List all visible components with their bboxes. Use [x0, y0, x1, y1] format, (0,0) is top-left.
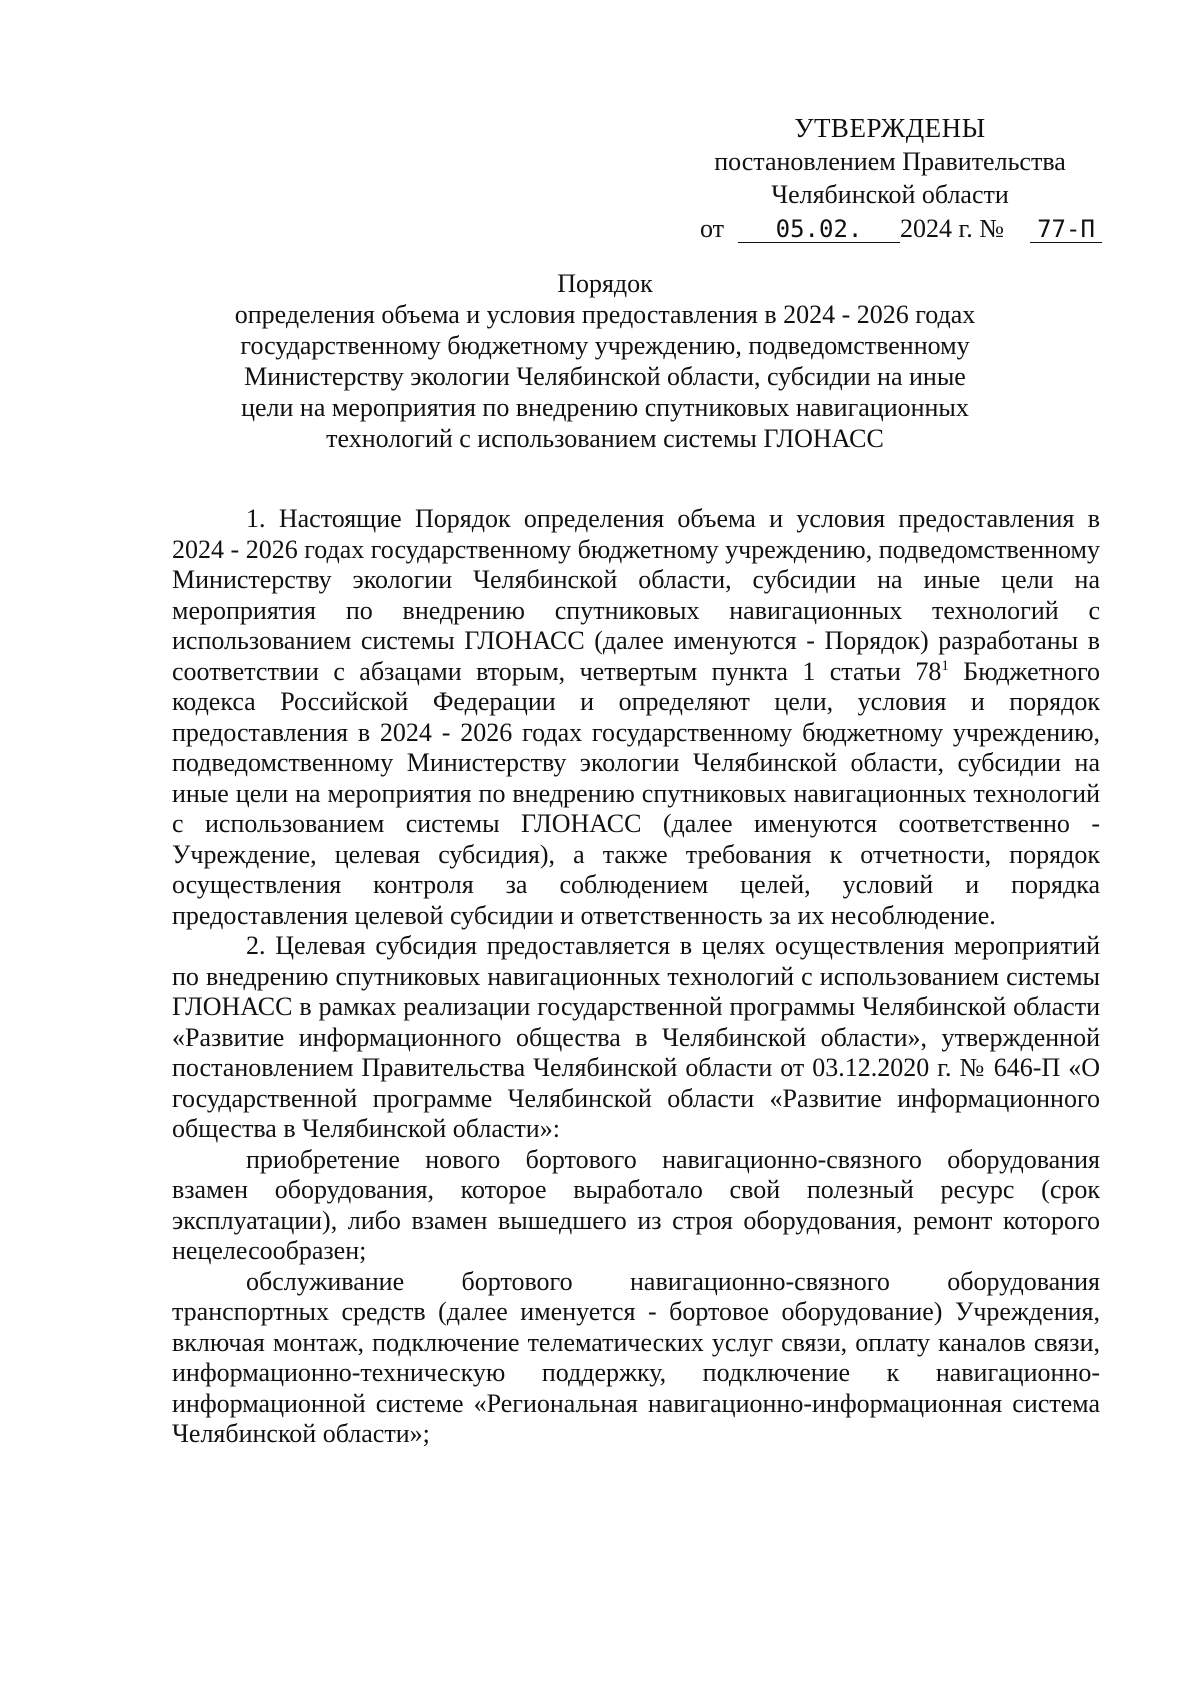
paragraph-2: 2. Целевая субсидия предоставляется в целях осуществления мероприятий по внедрению спутниковых навигационных технологий с использованием системы ГЛОНАСС в рамках реализации государственной программы Челябинской области «Развитие информационного общества в Челябинской области», утвержденной постановлением Правительства Челябинской области от 03.12.2020 г. № 646-П «О государственной программе Челябинской области «Развитие информационного общества в Челябинской области»: [172, 931, 1100, 1143]
title-line-1: Порядок [557, 269, 653, 298]
title-line-3: государственному бюджетному учреждению, подведомственному [240, 331, 970, 360]
paragraph-3: приобретение нового бортового навигационно-связного оборудования взамен оборудования, которое выработало свой полезный ресурс (срок эксплуатации), либо взамен вышедшего из строя оборудования, ремонт которого нецелесообразен; [172, 1144, 1100, 1265]
approval-line-1: постановлением Правительства [714, 147, 1066, 176]
date-field: 05.02. [738, 212, 900, 243]
approval-date-line [700, 212, 1100, 246]
paragraph-4: обслуживание бортового навигационно-связного оборудования транспортных средств (далее именуется - бортовое оборудование) Учреждения, включая монтаж, подключение телематических услуг связи, оплату каналов связи, информационно-техническую поддержку, подключение к навигационно-информационной системе «Региональная навигационно-информационная система Челябинской области»; [172, 1266, 1100, 1448]
approval-heading: УТВЕРЖДЕНЫ [794, 113, 986, 143]
approval-stamp [680, 112, 1100, 211]
number-field: 77-П [1030, 212, 1102, 243]
document-title [170, 268, 1040, 454]
title-line-6: технологий с использованием системы ГЛОНАСС [326, 424, 884, 453]
document-body [172, 504, 1100, 1450]
paragraph-1-text-b: Бюджетного кодекса Российской Федерации и определяют цели, условия и порядок предоставления в 2024 - 2026 годах государственному бюджетному учреждению, подведомственному Министерству экологии Челябинской области, субсидии на иные цели на мероприятия по внедрению спутниковых навигационных технологий с использованием системы ГЛОНАСС (далее именуются соответственно - Учреждение, целевая субсидия), а также требования к отчетности, порядок осуществления контроля за соблюдением целей, условий и порядка предоставления целевой субсидии и ответственность за их несоблюдение. [172, 656, 1101, 930]
paragraph-1-superscript: 1 [941, 657, 949, 674]
title-line-2: определения объема и условия предоставления в 2024 - 2026 годах [234, 300, 976, 329]
year-number-label: 2024 г. № [900, 214, 1005, 243]
title-line-5: цели на мероприятия по внедрению спутниковых навигационных [241, 393, 969, 422]
paragraph-1 [172, 504, 1100, 931]
date-prefix: от [700, 214, 725, 243]
paragraph-1-text-a: 1. Настоящие Порядок определения объема и условия предоставления в 2024 - 2026 годах государственному бюджетному учреждению, подведомственному Министерству экологии Челябинской области, субсидии на иные цели на мероприятия по внедрению спутниковых навигационных технологий с использованием системы ГЛОНАСС (далее именуются - Порядок) разработаны в соответствии с абзацами вторым, четвертым пункта 1 статьи 78 [172, 504, 1100, 686]
approval-line-2: Челябинской области [771, 180, 1009, 209]
title-line-4: Министерству экологии Челябинской области, субсидии на иные [244, 362, 966, 391]
